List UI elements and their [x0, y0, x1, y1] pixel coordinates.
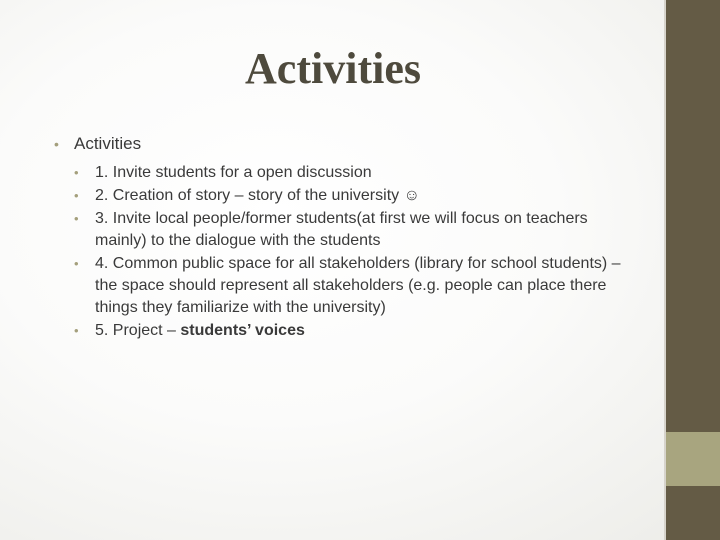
bullet-icon: • [74, 165, 79, 180]
sub-bullet-item [54, 320, 639, 342]
bullet-icon: • [74, 323, 79, 338]
bullet-icon: • [74, 256, 79, 271]
sub-bullet-item [54, 253, 639, 319]
sub-bullet-list [54, 162, 639, 342]
sidebar-accent-block [666, 432, 720, 486]
slide-title: Activities [245, 44, 421, 93]
sub-bullet-item [54, 162, 639, 184]
sub-bullet-text-prefix: 5. Project – [95, 322, 181, 339]
bullet-text: Activities [74, 134, 142, 153]
bullet-icon: • [74, 188, 79, 203]
sub-bullet-text: 1. Invite students for a open discussion [95, 164, 372, 181]
sub-bullet-text: 2. Creation of story – story of the university ☺ [95, 187, 420, 204]
slide-content [54, 132, 639, 343]
bullet-icon: • [74, 211, 79, 226]
sub-bullet-item [54, 185, 639, 207]
bullet-icon: • [54, 136, 59, 152]
bullet-item-activities [54, 132, 639, 156]
sub-bullet-text: 3. Invite local people/former students(at first we will focus on teachers mainly) to the dialogue with the students [95, 210, 588, 249]
sub-bullet-item [54, 208, 639, 252]
sub-bullet-text: 4. Common public space for all stakeholders (library for school students) – the space should represent all stakeholders (e.g. people can place there things they familiarize with the university) [95, 255, 621, 316]
sub-bullet-text-emphasis: students’ voices [180, 322, 305, 339]
